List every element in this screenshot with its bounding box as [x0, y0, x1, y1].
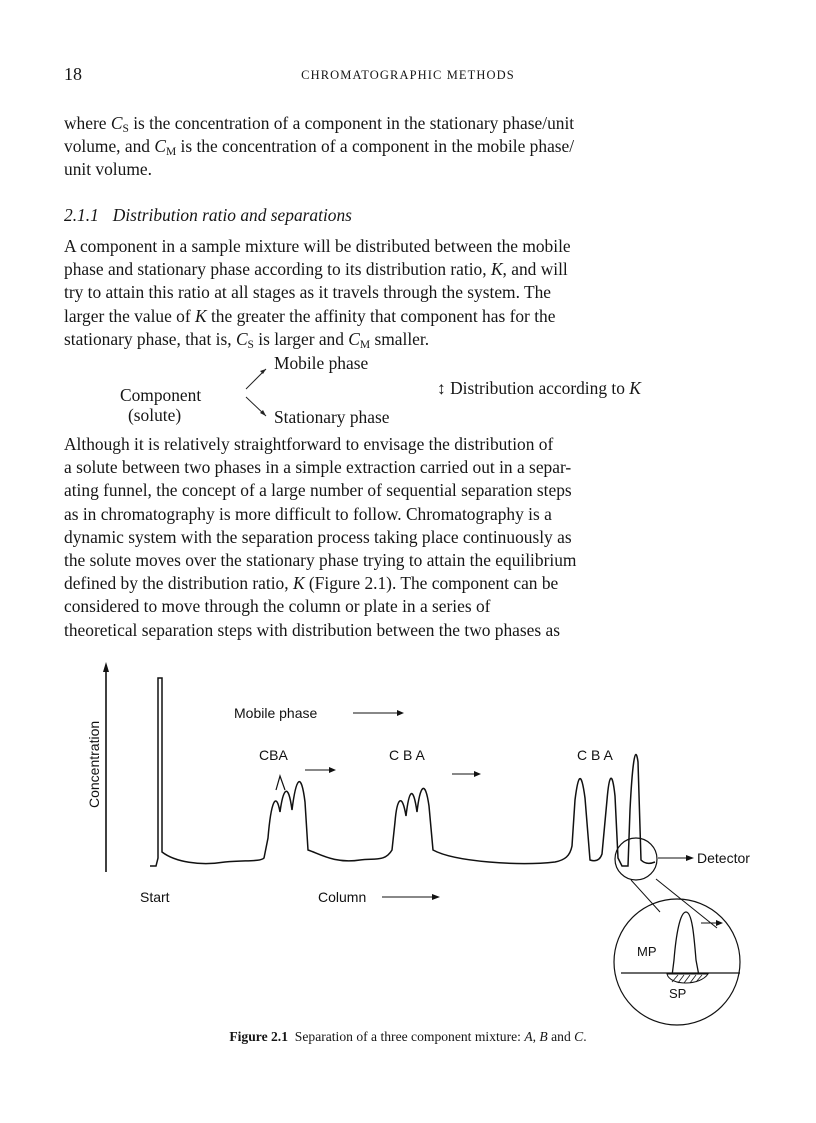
text-line: where $C_S$ is the concentration of a component in the stationary phase/unit: [64, 113, 575, 135]
scheme-stationary-phase: Stationary phase: [274, 407, 390, 427]
arrowhead-icon: [686, 855, 694, 861]
text-line: considered to move through the column or plate in a series of: [64, 596, 491, 617]
scheme-distribution: ↕ Distribution according to K: [437, 378, 641, 398]
sp-label: SP: [669, 986, 687, 1001]
start-label: Start: [140, 889, 170, 905]
detector-circle: [615, 838, 657, 880]
text-line: a solute between two phases in a simple extraction carried out in a separ-: [64, 457, 572, 478]
text-line: as in chromatography is more difficult to follow. Chromatography is a: [64, 503, 552, 524]
detector-label: Detector: [697, 850, 750, 866]
arrowhead-icon: [329, 767, 336, 773]
mobile-phase-label: Mobile phase: [234, 705, 318, 721]
figure-caption: Figure 2.1 Separation of a three component mixture: A, B and C.: [229, 1029, 587, 1044]
y-axis-label: Concentration: [86, 720, 102, 808]
text-line: try to attain this ratio at all stages as it travels through the system. The: [64, 282, 551, 303]
y-axis-arrow-icon: [103, 662, 109, 672]
magnified-peak: [672, 912, 699, 976]
double-arrow-icon: ↕: [437, 378, 446, 398]
magnifier-line: [656, 879, 717, 928]
page-number: 18: [64, 64, 82, 84]
arrowhead-icon: [397, 710, 404, 716]
arrowhead-icon: [474, 771, 481, 777]
text-line: dynamic system with the separation process taking place continuously as: [64, 526, 572, 547]
text-line: theoretical separation steps with distribution between the two phases as: [64, 619, 560, 640]
text-line: the solute moves over the stationary phase trying to attain the equilibrium: [64, 550, 577, 571]
peak-group-label-2: C B A: [389, 747, 425, 763]
arrowhead-icon: [716, 920, 723, 926]
magnified-inset: [614, 899, 740, 1025]
column-label: Column: [318, 889, 367, 905]
running-title: CHROMATOGRAPHIC METHODS: [301, 68, 515, 82]
text-line: ating funnel, the concept of a large number of sequential separation steps: [64, 480, 572, 501]
text-line: Although it is relatively straightforward to envisage the distribution of: [64, 434, 554, 454]
peak-group-label-1: CBA: [259, 747, 288, 763]
scheme-component: Component: [120, 385, 202, 405]
text-line: volume, and $C_M$ is the concentration of a component in the mobile phase/: [64, 136, 575, 159]
text-line: unit volume.: [64, 159, 152, 180]
text-line: phase and stationary phase according to its distribution ratio, K, and will: [64, 259, 568, 280]
text-line: larger the value of K the greater the affinity that component has for the: [64, 305, 556, 326]
caption-label: Figure 2.1: [229, 1029, 288, 1044]
chromatogram-trace: [150, 678, 655, 866]
mp-label: MP: [637, 944, 657, 959]
text-line: stationary phase, that is, $C_S$ is larger and $C_M$ smaller.: [64, 328, 430, 351]
text-line: A component in a sample mixture will be distributed between the mobile: [64, 236, 571, 256]
text-line: defined by the distribution ratio, K (Figure 2.1). The component can be: [64, 573, 559, 594]
arrowhead-icon: [432, 894, 440, 900]
peak-group-label-3: C B A: [577, 747, 613, 763]
section-title: Distribution ratio and separations: [112, 205, 352, 225]
peak-detail: [276, 776, 285, 790]
section-number: 2.1.1: [64, 205, 99, 225]
scheme-mobile-phase: Mobile phase: [274, 353, 369, 373]
scheme-solute: (solute): [128, 405, 182, 425]
